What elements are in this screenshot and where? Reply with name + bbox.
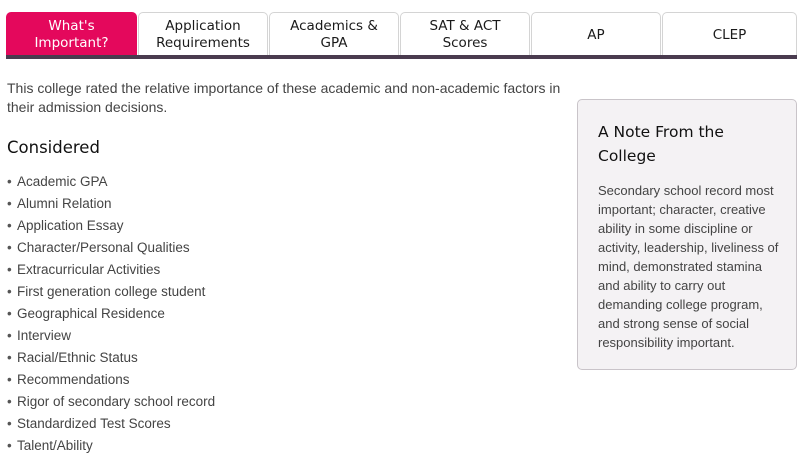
list-item bbox=[7, 391, 215, 413]
list-item bbox=[7, 215, 215, 237]
bullet: • bbox=[7, 394, 12, 409]
section-title-considered: Considered bbox=[7, 138, 100, 157]
factor-label: Academic GPA bbox=[17, 174, 108, 189]
bullet: • bbox=[7, 240, 12, 255]
bullet: • bbox=[7, 438, 12, 453]
factor-label: Application Essay bbox=[17, 218, 124, 233]
factor-label: Extracurricular Activities bbox=[17, 262, 161, 277]
tab-clep[interactable] bbox=[662, 12, 797, 57]
tab-whats-important[interactable] bbox=[6, 12, 137, 57]
tab-label: CLEP bbox=[712, 26, 747, 43]
note-text: Secondary school record most important; character, creative ability in some discipline or activity, leadership, liveliness of mind, demonstrated stamina and ability to carry out demanding college program, and strong sense of social responsibility important. bbox=[598, 183, 779, 350]
list-item bbox=[7, 237, 215, 259]
factor-label: Character/Personal Qualities bbox=[17, 240, 190, 255]
factor-label: Interview bbox=[17, 328, 72, 343]
list-item bbox=[7, 369, 215, 391]
list-item bbox=[7, 281, 215, 303]
intro-text: This college rated the relative importance of these academic and non-academic factors in their admission decisions. bbox=[7, 80, 561, 115]
list-item bbox=[7, 171, 215, 193]
list-item bbox=[7, 435, 215, 457]
factor-label: Standardized Test Scores bbox=[17, 416, 171, 431]
list-item bbox=[7, 413, 215, 435]
list-item bbox=[7, 347, 215, 369]
tab-label: Academics & GPA bbox=[290, 18, 378, 51]
factor-label: First generation college student bbox=[17, 284, 206, 299]
tab-academics-gpa[interactable] bbox=[269, 12, 399, 57]
college-note-box bbox=[577, 99, 797, 370]
note-title: A Note From the College bbox=[598, 123, 724, 165]
bullet: • bbox=[7, 262, 12, 277]
tab-sat-act-scores[interactable] bbox=[400, 12, 530, 57]
list-item bbox=[7, 259, 215, 281]
factor-label: Recommendations bbox=[17, 372, 130, 387]
considered-factor-list bbox=[7, 171, 215, 457]
factor-label: Alumni Relation bbox=[17, 196, 112, 211]
bullet: • bbox=[7, 416, 12, 431]
factor-label: Racial/Ethnic Status bbox=[17, 350, 138, 365]
bullet: • bbox=[7, 218, 12, 233]
bullet: • bbox=[7, 350, 12, 365]
bullet: • bbox=[7, 306, 12, 321]
bullet: • bbox=[7, 284, 12, 299]
tab-underline bbox=[6, 55, 797, 59]
tab-label: AP bbox=[587, 26, 605, 43]
factor-label: Talent/Ability bbox=[17, 438, 93, 453]
bullet: • bbox=[7, 174, 12, 189]
tab-label: Application Requirements bbox=[156, 18, 250, 51]
tab-label: What's Important? bbox=[34, 18, 109, 51]
tab-ap[interactable] bbox=[531, 12, 661, 57]
list-item bbox=[7, 325, 215, 347]
factor-label: Rigor of secondary school record bbox=[17, 394, 216, 409]
list-item bbox=[7, 193, 215, 215]
tab-bar bbox=[6, 12, 797, 59]
bullet: • bbox=[7, 372, 12, 387]
tab-application-requirements[interactable] bbox=[138, 12, 268, 57]
factor-label: Geographical Residence bbox=[17, 306, 165, 321]
bullet: • bbox=[7, 328, 12, 343]
tab-label: SAT & ACT Scores bbox=[429, 18, 501, 51]
list-item bbox=[7, 303, 215, 325]
bullet: • bbox=[7, 196, 12, 211]
